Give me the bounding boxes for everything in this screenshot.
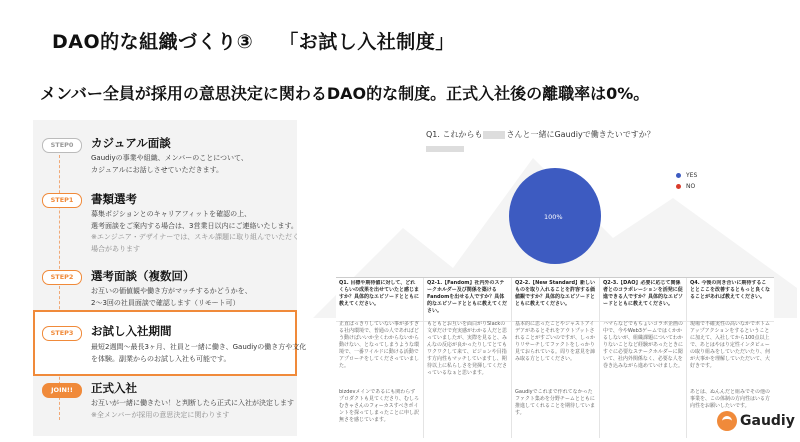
step-badge: STEP2 [42, 270, 82, 285]
step-desc: お互いの価値観や働き方がマッチするかどうかを、 2〜3回の社員面談で確認します（リモート可） [91, 287, 252, 307]
slide-title [52, 27, 455, 54]
gaudiy-logo-icon [717, 411, 737, 431]
pie-label: 100% [544, 213, 563, 221]
step-name: カジュアル面談 [91, 136, 171, 150]
step-badge: JOIN!! [42, 383, 82, 398]
step-badge: STEP1 [42, 193, 82, 208]
step-name: お試し入社期間 [91, 324, 172, 338]
step-name: 選考面談（複数回） [91, 269, 195, 283]
steps-connector-line [59, 150, 60, 420]
table-column: Q4. 今後の向き合いに期待することとここを改善するともっと良くなることがあれば教えてください。 現場で不確実性の高いなかでボトムアップアクションをするということに加えて、入社してから100点以上で、あとはやはり定性インタビューの取り組みをしていただいたり、何が大事かを理解していただいて、大好きです。 あとは、ぬんんだと組みでその他の事業を、この体制の方向性はいる方向性をお願いしたいです。 [690, 280, 771, 409]
pie-legend [676, 170, 697, 192]
survey-question: Q1. これからも さんと一緒にGaudiyで働きたいですか？ [426, 130, 655, 139]
step-desc: 最短2週間〜最長3ヶ月、社員と一緒に働き、Gaudiyの働き方や文化 を体験。副業からのお試し入社も可能です。 [91, 343, 307, 363]
step-desc: お互いが一緒に働きたい！と判断したら正式に入社が決定します ※全メンバーが採用の意思決定に関わります [91, 399, 294, 419]
hiring-steps-panel [33, 120, 307, 436]
title-sub: 「お試し入社制度」 [279, 31, 455, 53]
table-column: Q2-3.【DAO】必要に応じて関係者とのコラボレーションを活発に促進できる人ですか？具体的なエピソードとともに教えてください。 ハマらなどでもちょいコラボ企画の中で、今やWeb3ゲームではくかかるしないが、組織課題についてわかりないことなど経験があったときにすぐに必要なステークホルダーに聞いて、社内外関係なく、必要な人を巻き込みながら進めていけました。 [600, 278, 687, 438]
step-badge: STEP0 [42, 138, 82, 153]
survey-responses-table [336, 277, 774, 438]
step-name: 正式入社 [91, 381, 137, 395]
table-column: Q2-2.【New Standard】新しいものを取り入れることを許容する価値観ですか？具体的なエピソードとともに教えてください。 基本的に思ったことやジャストアイデアがあるとそれをアウトプットされることがすごいのですが、しっかりリサーチしてファクトをしっかり見ておられている。周りを意見を諦み取る方としてください。 Gaudiyでこれまで作れてなかったファクト集めを分野チームとともに推進してくれることを期待しています。 [512, 278, 600, 438]
slide-subtitle: メンバー全員が採用の意思決定に関わるDAO的な制度。正式入社後の離職率は0%。 [40, 84, 650, 103]
survey-results-panel [333, 118, 777, 438]
step-badge: STEP3 [42, 326, 82, 341]
legend-yes: YES [676, 170, 697, 181]
step-desc: 募集ポジションとのキャリアフィットを確認の上、 選考面談をご案内する場合は、3営業日以内にご連絡いたします。 ※エンジニア・デザイナーでは、スキル課題に取り組んでいただく 場合があります [91, 210, 300, 253]
gaudiy-logo: Gaudiy [717, 410, 795, 432]
redacted-name [483, 131, 505, 139]
title-main: DAO的な組織づくり③ [52, 31, 254, 53]
step-desc: Gaudiyの事業や組織、メンバーのことについて、 カジュアルにお話しさせていただきます。 [91, 154, 248, 174]
table-column: Q1. 目標や期待値に対して、どれくらいの成果を出せていたと感じますか？具体的なエピソードとともに教えてください。 正直ばっきりしていない事が多すぎる社内環境で、普通の人であればどう動けばいいか全くわからないから動けない、となってしまうような環境で、一番ワイルドに動ける活動でアプローチをしてくださっていました。 bizdevメインであるにも関わらずプロダクトも見てくださり、むしろむきゃさんのフォーカスすべきポイントを探ってしまったことに申し訳無さを感じています。 [336, 278, 424, 438]
redacted-text [426, 146, 464, 152]
legend-no: NO [676, 181, 697, 192]
step-name: 書類選考 [91, 192, 137, 206]
table-column: Q2-1.【Fandom】社内外のステークホルダー及び関係を築けるFandomを出せる人ですか？具体的なエピソードとともに教えてください。 もともとお互いを面白がりSlackの文章だけで充実感がわかる人だと思っていましたが、実際を見ると、みんなの反応が良かったりしてとてもワクワクして来て、ビジョンや目指す方向性もマッチしていますし、期待以上に私らしさを発揮してくださっているなぁと思います。 [424, 278, 512, 438]
